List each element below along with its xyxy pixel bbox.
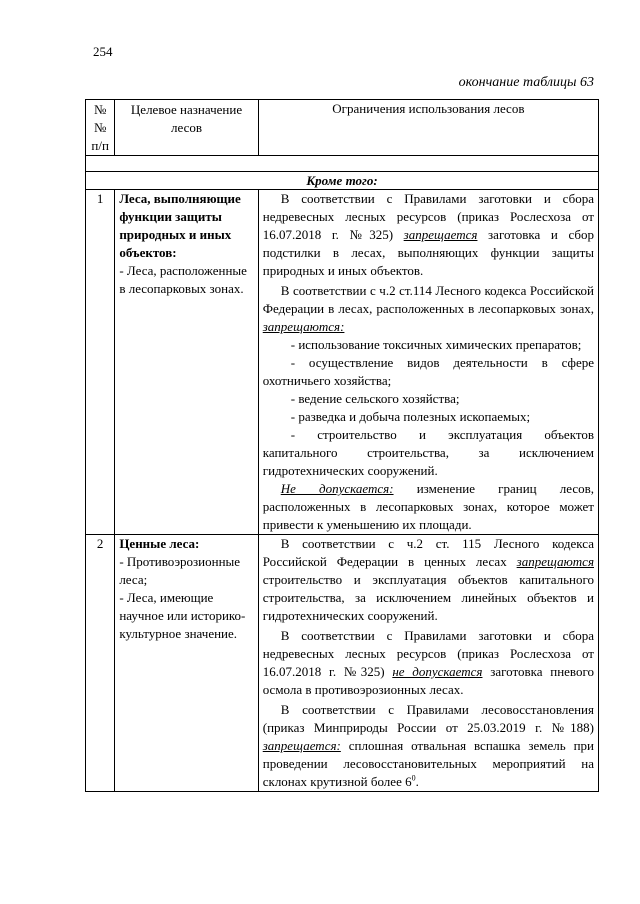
restriction-item: - использование токсичных химических препаратов; xyxy=(290,337,582,352)
emphasis: не допускается xyxy=(392,664,483,679)
table-row xyxy=(86,190,599,535)
category-item: - Леса, расположенные в лесопарковых зонах. xyxy=(119,263,247,296)
restriction-item: - разведка и добыча полезных ископаемых; xyxy=(290,409,531,424)
restriction-paragraph: Не допускается: изменение границ лесов, расположенных в лесопарковых зонах, которое может привести к уменьшению их площади. xyxy=(262,481,594,532)
restriction-paragraph: В соответствии с Правилами заготовки и сбора недревесных лесных ресурсов (приказ Рослесхоза от 16.07.2018 г. №325) не допускается заготовка пневого осмола в противоэрозионных лесах. xyxy=(262,628,594,697)
section-row xyxy=(86,172,599,190)
restriction-paragraph: В соответствии с Правилами заготовки и сбора недревесных лесных ресурсов (приказ Рослесхоза от 16.07.2018 г. №325) запрещается заготовка и сбор подстилки в лесах, выполняющих функции защиты природных и иных объектов. xyxy=(262,191,594,278)
page-number: 254 xyxy=(93,44,113,59)
restrictions-table xyxy=(85,99,599,792)
emphasis: запрещается: xyxy=(262,738,341,753)
restriction-paragraph: В соответствии с Правилами лесовосстановления (приказ Минприроды России от 25.03.2019 г. №188) запрещается: сплошная отвальная вспашка земель при проведении лесовосстановительных мероприятий на склонах крутизной более $6^0$. xyxy=(262,702,594,789)
table-header-row xyxy=(86,100,599,156)
row-restrictions xyxy=(258,190,598,535)
restriction-item: - строительство и эксплуатация объектов капитального строительства, за исключением гидротехнических сооружений. xyxy=(262,427,594,478)
emphasis: Не допускается: xyxy=(280,481,394,496)
degree-superscript: 0 xyxy=(411,773,416,783)
header-number: №№ п/п xyxy=(86,100,115,156)
row-category xyxy=(115,190,258,535)
emphasis: запрещается xyxy=(403,227,478,242)
row-number: 1 xyxy=(86,190,115,535)
row-restrictions xyxy=(258,535,598,792)
category-item: - Противоэрозионные леса; xyxy=(119,554,241,587)
restriction-item: - ведение сельского хозяйства; xyxy=(290,391,460,406)
restriction-item: - осуществление видов деятельности в сфере охотничьего хозяйства; xyxy=(262,355,594,388)
row-category xyxy=(115,535,258,792)
header-purpose: Целевое назначение лесов xyxy=(115,100,258,156)
empty-row xyxy=(86,156,599,172)
section-title: Кроме того: xyxy=(86,172,599,190)
category-item: - Леса, имеющие научное или историко-культурное значение. xyxy=(119,590,246,641)
restriction-paragraph: В соответствии с ч.2 ст.114 Лесного кодекса Российской Федерации в лесах, расположенных в лесопарковых зонах, запрещаются: xyxy=(262,283,594,334)
emphasis: запрещаются xyxy=(516,554,594,569)
header-restrictions: Ограничения использования лесов xyxy=(258,100,598,156)
row-number: 2 xyxy=(86,535,115,792)
emphasis: запрещаются: xyxy=(262,319,345,334)
table-row xyxy=(86,535,599,792)
restriction-paragraph: В соответствии с ч.2 ст. 115 Лесного кодекса Российской Федерации в ценных лесах запрещаются строительство и эксплуатация объектов капитального строительства, за исключением линейных объектов и гидротехнических сооружений. xyxy=(262,536,594,623)
table-caption: окончание таблицы 63 xyxy=(458,75,594,90)
category-title: Ценные леса: xyxy=(119,536,200,551)
category-title: Леса, выполняющие функции защиты природных и иных объектов: xyxy=(119,191,241,260)
